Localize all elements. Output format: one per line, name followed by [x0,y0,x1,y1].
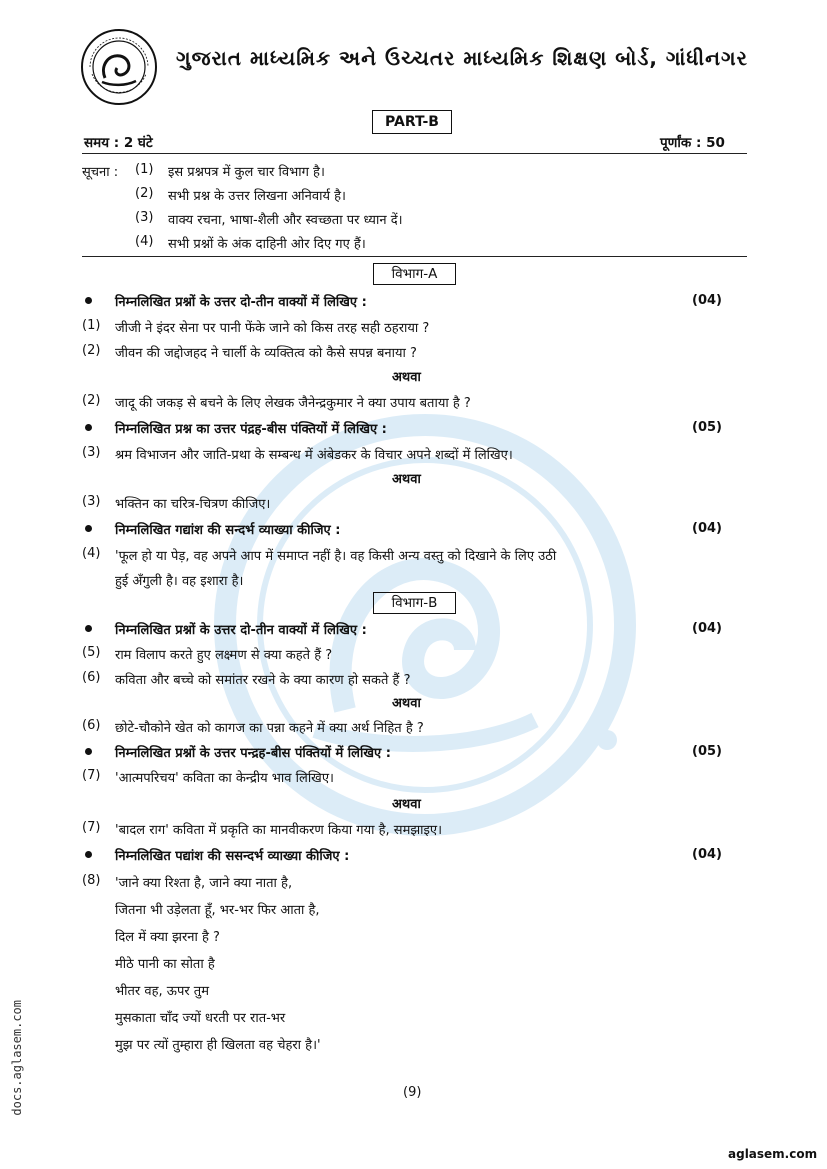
question-text: श्रम विभाजन और जाति-प्रथा के सम्बन्ध में अंबेडकर के विचार अपने शब्दों में लिखिए। [115,448,513,463]
question-heading: निम्नलिखित गद्यांश की सन्दर्भ व्याख्या कीजिए : [115,523,341,538]
time-allowed: समय : 2 घंटे [84,135,153,151]
board-title: ગુજરાત માધ્યમિક અને ઉચ્ચતર માધ્યમિક શિક્ષણ બોર્ડ, ગાંધીનગર [176,46,748,70]
question-heading: निम्नलिखित प्रश्न का उत्तर पंद्रह-बीस पंक्तियों में लिखिए : [115,422,387,437]
question-text: जीवन की जद्दोजहद ने चार्ली के व्यक्तित्व को कैसे सपन्न बनाया ? [115,346,417,361]
instruction-text: इस प्रश्नपत्र में कुल चार विभाग है। [168,165,325,180]
instruction-num: (2) [135,186,154,201]
question-number: (1) [82,318,101,333]
question-marks: (05) [692,744,722,759]
instructions-divider [82,256,747,257]
question-heading: निम्नलिखित प्रश्नों के उत्तर दो-तीन वाक्यों में लिखिए : [115,295,367,310]
poem-line: दिल में क्या झरना है ? [115,930,220,945]
page-number: (9) [403,1085,422,1100]
question-text: कविता और बच्चे को समांतर रखने के क्या कारण हो सकते हैं ? [115,673,411,688]
or-separator: अथवा [392,797,421,812]
question-number: (6) [82,718,101,733]
question-number: (2) [82,393,101,408]
instruction-num: (3) [135,210,154,225]
question-text: जादू की जकड़ से बचने के लिए लेखक जैनेन्द्रकुमार ने क्या उपाय बताया है ? [115,396,471,411]
or-separator: अथवा [392,696,421,711]
bullet-icon [85,748,92,755]
section-b-title: विभाग-B [373,592,456,614]
question-heading: निम्नलिखित प्रश्नों के उत्तर पन्द्रह-बीस पंक्तियों में लिखिए : [115,746,391,761]
question-number: (4) [82,546,101,561]
question-heading: निम्नलिखित प्रश्नों के उत्तर दो-तीन वाक्यों में लिखिए : [115,623,367,638]
part-label: PART-B [372,110,452,134]
question-marks: (04) [692,521,722,536]
question-marks: (04) [692,847,722,862]
instruction-text: सभी प्रश्नों के अंक दाहिनी ओर दिए गए हैं। [168,237,366,252]
passage-line: 'फूल हो या पेड़, वह अपने आप में समाप्त नहीं है। वह किसी अन्य वस्तु को दिखाने के लिए उठी [115,549,557,564]
question-number: (2) [82,343,101,358]
passage-line: हुई अँगुली है। वह इशारा है। [115,574,244,589]
poem-line: मुझ पर त्यों तुम्हारा ही खिलता वह चेहरा है।' [115,1038,321,1053]
header-divider [82,153,747,154]
question-number: (6) [82,670,101,685]
question-text: राम विलाप करते हुए लक्ष्मण से क्या कहते हैं ? [115,648,333,663]
site-label[interactable]: aglasem.com [728,1147,818,1161]
question-number: (7) [82,820,101,835]
question-text: 'आत्मपरिचय' कविता का केन्द्रीय भाव लिखिए। [115,771,334,786]
instruction-num: (4) [135,234,154,249]
instructions-label: सूचना : [82,165,119,180]
instruction-text: वाक्य रचना, भाषा-शैली और स्वच्छता पर ध्यान दें। [168,213,403,228]
question-heading: निम्नलिखित पद्यांश की ससन्दर्भ व्याख्या कीजिए : [115,849,350,864]
bullet-icon [85,297,92,304]
question-marks: (04) [692,293,722,308]
poem-line: भीतर वह, ऊपर तुम [115,984,209,999]
or-separator: अथवा [392,370,421,385]
question-number: (5) [82,645,101,660]
side-url[interactable]: docs.aglasem.com [10,1000,24,1116]
question-text: जीजी ने इंदर सेना पर पानी फेंके जाने को किस तरह सही ठहराया ? [115,321,430,336]
question-text: 'बादल राग' कविता में प्रकृति का मानवीकरण किया गया है, समझाइए। [115,823,443,838]
board-logo [80,28,158,106]
poem-line: 'जाने क्या रिश्ता है, जाने क्या नाता है, [115,876,293,891]
question-number: (3) [82,494,101,509]
bullet-icon [85,525,92,532]
poem-line: जितना भी उड़ेलता हूँ, भर-भर फिर आता है, [115,903,320,918]
question-marks: (04) [692,621,722,636]
total-marks: पूर्णांक : 50 [660,135,725,151]
bullet-icon [85,625,92,632]
question-text: भक्तिन का चरित्र-चित्रण कीजिए। [115,497,271,512]
question-text: छोटे-चौकोने खेत को कागज का पन्ना कहने में क्या अर्थ निहित है ? [115,721,424,736]
instruction-num: (1) [135,162,154,177]
question-number: (8) [82,873,101,888]
or-separator: अथवा [392,472,421,487]
bullet-icon [85,424,92,431]
bullet-icon [85,851,92,858]
question-marks: (05) [692,420,722,435]
instruction-text: सभी प्रश्न के उत्तर लिखना अनिवार्य है। [168,189,346,204]
question-number: (7) [82,768,101,783]
poem-line: मीठे पानी का सोता है [115,957,215,972]
question-number: (3) [82,445,101,460]
poem-line: मुसकाता चाँद ज्यों धरती पर रात-भर [115,1011,286,1026]
section-a-title: विभाग-A [373,263,456,285]
